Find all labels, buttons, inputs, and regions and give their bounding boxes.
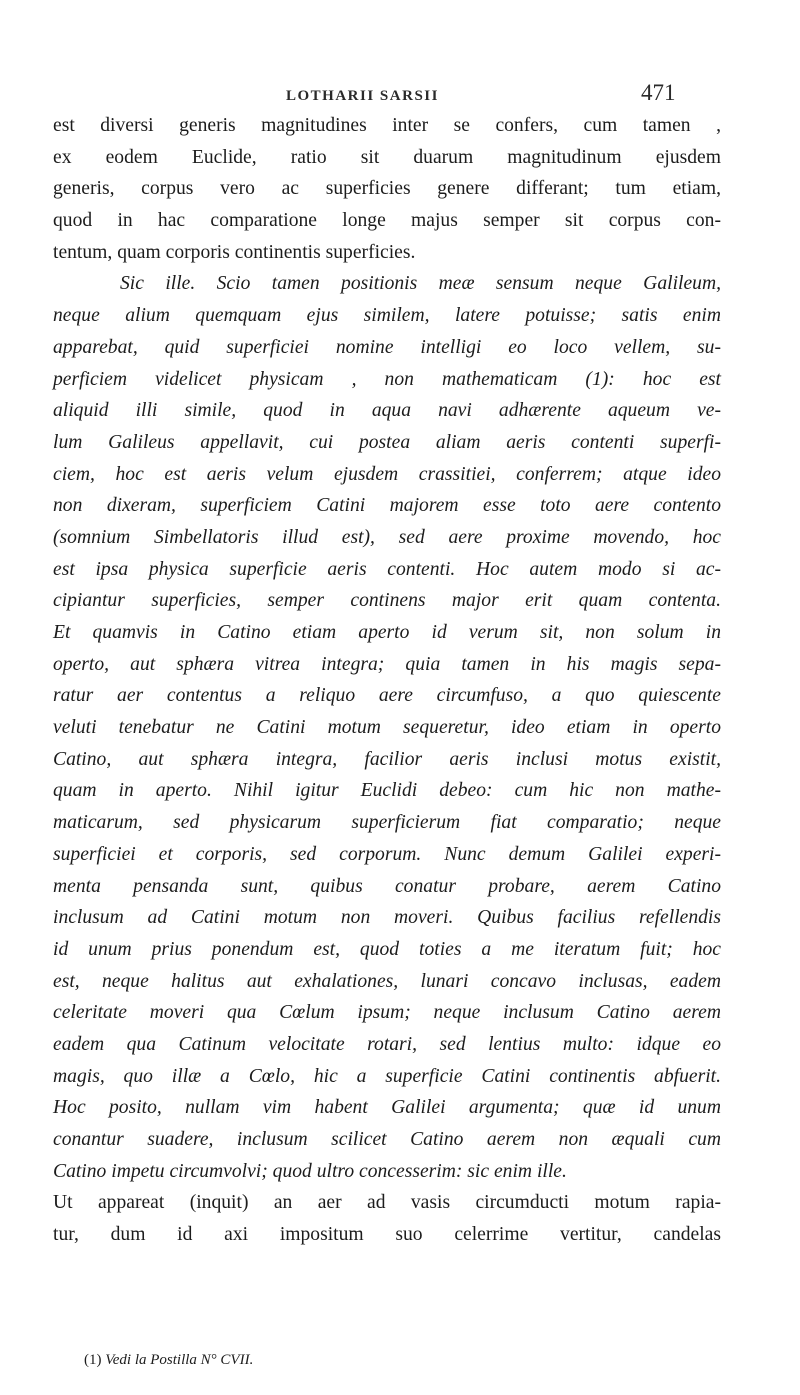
paragraph-1: [53, 110, 721, 268]
text-line: celeritate moveri qua Cœlum ipsum; neque inclusum Catino aerem: [53, 1002, 721, 1024]
text-line: quod in hac comparatione longe majus semper sit corpus con-: [53, 210, 721, 232]
text-line: Sic ille. Scio tamen positionis meæ sensum neque Galileum,: [120, 273, 721, 295]
text-line: cipiantur superficies, semper continens major erit quam contenta.: [53, 590, 721, 612]
running-title: LOTHARII SARSII: [286, 88, 439, 104]
text-line: veluti tenebatur ne Catini motum sequeretur, ideo etiam in operto: [53, 717, 721, 739]
footnote: [84, 1352, 253, 1369]
text-line: lum Galileus appellavit, cui postea aliam aeris contenti superfi-: [53, 431, 721, 453]
text-line: neque alium quemquam ejus similem, latere potuisse; satis enim: [53, 305, 721, 327]
text-line: conantur suadere, inclusum scilicet Catino aerem non æquali cum: [53, 1129, 721, 1150]
text-line: Ut appareat (inquit) an aer ad vasis circumducti motum rapia-: [53, 1192, 721, 1214]
text-line: est diversi generis magnitudines inter se confers, cum tamen ,: [53, 115, 721, 136]
paragraph-3: [53, 1187, 721, 1250]
text-line: eadem qua Catinum velocitate rotari, sed lentius multo: idque eo: [53, 1033, 721, 1055]
text-line: Hoc posito, nullam vim habent Galilei argumenta; quæ id unum: [53, 1097, 721, 1119]
footnote-marker: (1): [84, 1352, 102, 1368]
text-line: operto, aut sphæra vitrea integra; quia tamen in his magis sepa-: [53, 653, 721, 675]
text-line: generis, corpus vero ac superficies genere differant; tum etiam,: [53, 178, 721, 200]
text-line: id unum prius ponendum est, quod toties a me iteratum fuit; hoc: [53, 938, 721, 960]
text-line: magis, quo illæ a Cœlo, hic a superficie Catini continentis abfuerit.: [53, 1065, 721, 1087]
text-line: tur, dum id axi impositum suo celerrime vertitur, candelas: [53, 1224, 721, 1246]
text-line: (somnium Simbellatoris illud est), sed aere proxime movendo, hoc: [53, 526, 721, 548]
text-line: Catino impetu circumvolvi; quod ultro concesserim: sic enim ille.: [53, 1160, 567, 1182]
text-line: est, neque halitus aut exhalationes, lunari concavo inclusas, eadem: [53, 970, 721, 992]
text-line: inclusum ad Catini motum non moveri. Quibus facilius refellendis: [53, 907, 721, 929]
text-line: tentum, quam corporis continentis superficies.: [53, 241, 416, 263]
text-line: Et quamvis in Catino etiam aperto id verum sit, non solum in: [53, 622, 721, 643]
text-line: ciem, hoc est aeris velum ejusdem crassitiei, conferrem; atque ideo: [53, 463, 721, 485]
body-text: [53, 110, 721, 1251]
text-line: perficiem videlicet physicam , non mathematicam (1): hoc est: [53, 368, 721, 390]
text-line: menta pensanda sunt, quibus conatur probare, aerem Catino: [53, 875, 721, 897]
text-line: apparebat, quid superficiei nomine intelligi eo loco vellem, su-: [53, 336, 721, 358]
text-line: maticarum, sed physicarum superficierum fiat comparatio; neque: [53, 812, 721, 834]
text-line: est ipsa physica superficie aeris contenti. Hoc autem modo si ac-: [53, 558, 721, 580]
footnote-text: Vedi la Postilla N° CVII.: [105, 1352, 254, 1368]
text-line: ex eodem Euclide, ratio sit duarum magnitudinum ejusdem: [53, 146, 721, 168]
text-line: quam in aperto. Nihil igitur Euclidi debeo: cum hic non mathe-: [53, 780, 721, 802]
text-line: superficiei et corporis, sed corporum. Nunc demum Galilei experi-: [53, 843, 721, 865]
text-line: non dixeram, superficiem Catini majorem esse toto aere contento: [53, 495, 721, 517]
text-line: Catino, aut sphæra integra, facilior aeris inclusi motus existit,: [53, 748, 721, 770]
text-line: ratur aer contentus a reliquo aere circumfuso, a quo quiescente: [53, 685, 721, 707]
paragraph-2: [53, 268, 721, 1187]
page-number: 471: [641, 80, 676, 105]
text-line: aliquid illi simile, quod in aqua navi adhærente aqueum ve-: [53, 400, 721, 422]
